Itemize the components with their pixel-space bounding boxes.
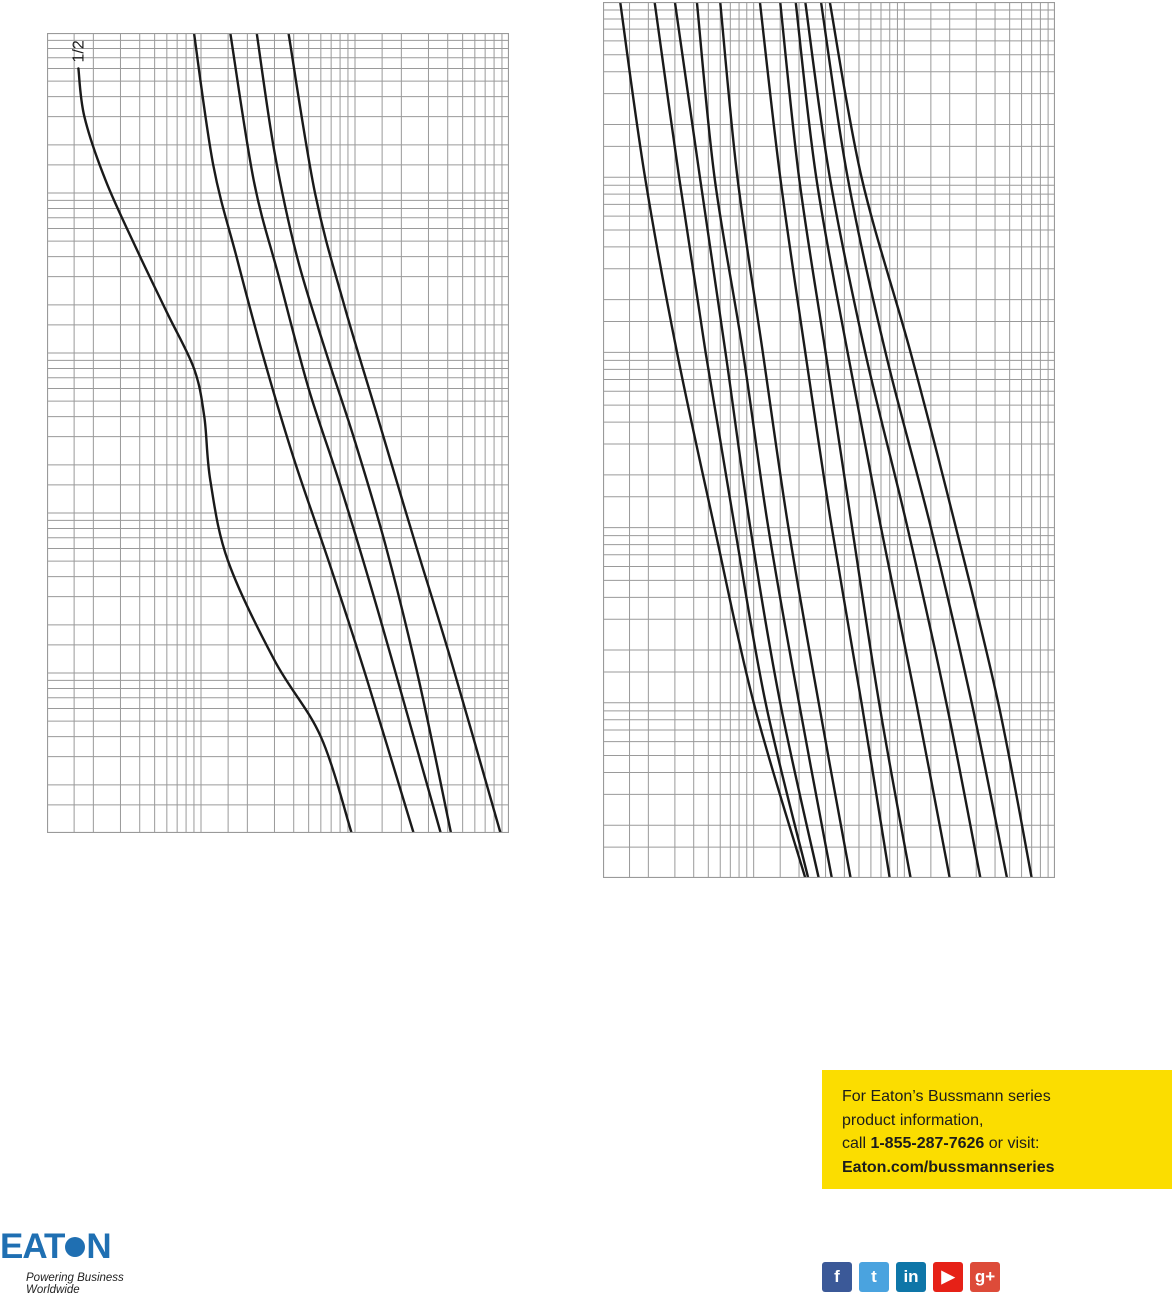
eaton-logo xyxy=(0,1227,175,1296)
phone-number[interactable]: 1-855-287-7626 xyxy=(870,1135,985,1152)
website-link[interactable]: Eaton.com/bussmannseries xyxy=(842,1158,1055,1176)
chart-right-frame xyxy=(604,3,1055,878)
info-call-prefix: call xyxy=(842,1135,871,1152)
social-icons xyxy=(822,1262,1000,1292)
curve-1 xyxy=(78,69,351,834)
product-info-box xyxy=(822,1070,1172,1189)
logo-dot-icon xyxy=(65,1237,85,1257)
logo-tagline: Powering Business Worldwide xyxy=(26,1272,124,1296)
info-line-2: product information, xyxy=(842,1111,984,1129)
curve-2 xyxy=(194,33,414,833)
curve-10 xyxy=(821,2,1007,878)
linkedin-icon[interactable]: in xyxy=(896,1262,926,1292)
curve-6 xyxy=(760,2,890,878)
chart-right xyxy=(603,2,1055,878)
curve-9 xyxy=(805,2,980,878)
chart-left-frame xyxy=(48,34,509,833)
eaton-wordmark xyxy=(0,1227,175,1266)
curve-3 xyxy=(230,33,440,833)
logo-word-right: N xyxy=(86,1227,111,1266)
curve-7 xyxy=(780,2,910,878)
twitter-icon[interactable]: t xyxy=(859,1262,889,1292)
curve-5 xyxy=(289,33,501,833)
googleplus-icon[interactable]: g+ xyxy=(970,1262,1000,1292)
info-visit-suffix: or visit: xyxy=(984,1135,1040,1152)
curve-label: 1/2 xyxy=(70,40,88,63)
chart-left-grid xyxy=(47,33,509,833)
info-line-1: For Eaton’s Bussmann series xyxy=(842,1088,1051,1105)
youtube-icon[interactable]: ▶ xyxy=(933,1262,963,1292)
facebook-icon[interactable]: f xyxy=(822,1262,852,1292)
curve-5 xyxy=(720,2,850,878)
info-line-3 xyxy=(842,1132,1154,1156)
chart-left xyxy=(47,33,509,833)
chart-left-curves xyxy=(70,33,500,833)
logo-word-left: EAT xyxy=(0,1227,65,1266)
info-line-4 xyxy=(842,1156,1154,1180)
chart-right-grid xyxy=(603,2,1055,878)
